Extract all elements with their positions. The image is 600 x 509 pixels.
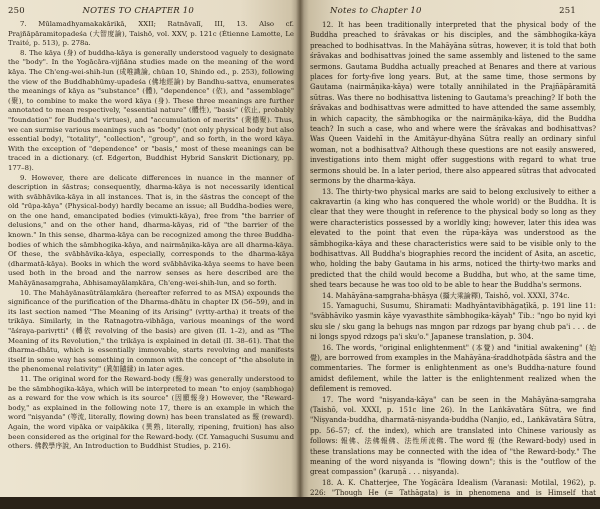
running-head-left: NOTES TO CHAPTER 10 <box>82 6 194 16</box>
note-12: 12. It has been traditionally interpreted that the physical body of the Buddha preached to śrāvakas or his disciples, and the sāmbhogika-kāya preached to bodhisattvas. In the Mahāyāna sūtras, however, it is told that both śrāvakas and bodhisattvas joined the same assembly and listened to the same sermons. Gautama Buddha actually preached at Benares and there at various places for forty-five long years. But, at the same time, those sermons by Gautama (nairmāṇika-kāya) were totally annihilated in the Prajñāpāramitā sūtras. Was there no bodhisattva listening to Gautama's preaching? If both the śrāvakas and bodhisattvas were admitted to have attended the same assembly, in which capacity, the sāmbhogika or the nairmāṇika-kāya, did the Buddha teach? In such a case, who and where were the śrāvakas and bodhisattvas? Was Queen Vaidehī in the Amitāyur-dhyāna Sūtra really an ordinary sinful woman, not a bodhisattva? Although these questions are not easily answered, investigations into them might offer suggestions with regard to what true sermons should be. In a later period, there also appeared sūtras that advocated sermons by the dharma-kāya. <box>310 20 596 186</box>
page-number-right: 251 <box>559 6 576 16</box>
right-page <box>300 0 600 508</box>
note-18: 18. A. K. Chatterjee, The Yogācāra Idealism (Varanasi: Motilal, 1962), p. 226: "Though He (= Tathāgata) is in phenomena and is Himself that phenomenon," <box>310 477 596 508</box>
note-14: 14. Mahāyāna-saṃgraha-bhāṣya (攝大乘論釋), Taishō, vol. XXXI, 374c. <box>322 290 570 300</box>
note-10: 10. The Mahāyānasūtrālaṃkāra (hereafter referred to as MSA) expounds the significance of the purification of the Dharma-dhātu in chapter IX (56–59), and in its last section named "The Meaning of its Arising" (vṛtty-artha) it treats of the trikāya. Similarly, in the Ratnagotra-vibhāga, various meanings of the word "āśraya-parivṛtti" (轉依 revolving of the basis) are given (II. 1–2), and as "The Meaning of its Revolution," the trikāya is explained in detail (II. 38–61). That the dharma-dhātu, which is essentially immovable, starts revolving and manifests itself in some way has something in common with the concept of "the absolute in the phenomenal relativity" (眞如隨縁) in later ages. <box>8 288 294 374</box>
note-17: 17. The word "niṣyanda-kāya" can be seen in the Mahāyāna-saṃgraha (Taishō, vol. XXXI, p. 151c line 26). In the Laṅkāvatāra Sūtra, we find "Niṣyanda-buddha, dharmatā-niṣyanda-buddha (Nanjio, ed., Laṅkāvatāra Sūtra, pp. 56–57; cf. the index), which are translated into Chinese variously as follows: 報佛、法佛報佛、法性所流佛. The word 報 (the Reward-body) used in these translations may be connected with the idea of "the Reward-body." The meaning of the word niṣyanda is "flowing down"; this is the "outflow of the great compassion" (karuṇā . . . niṣyanda). <box>310 394 596 477</box>
note-8: 8. The kāya (身) of buddha-kāya is generally understood vaguely to designate the "body". In the Yogācāra-vijñāna studies made on the meaning of the word kāya. The Ch'eng-wei-shih-lun (成唯識論, chüan 10, Shindo ed., p. 253), following the view of the Buddhabhūmy-upadeśa (佛地經論) by Bandhu-sattva, enumerates the meanings of kāya as "substance" (體), "dependence" (依), and "assemblage" (聚), to combine to make the word kāya (身). These three meanings are further annotated to mean respectively, "essential nature" (體性), "basis" (依止, probably "foundation" for Buddha's virtues), and "accumulation of merits" (衆德聚). Thus, we can surmise various meanings such as "body" (not only physical body but also essential body), "totality", "collection", "group", and so forth, in the word kāya. With the exception of "dependence" or "basis," most of these meanings can be traced in a dictionary. (cf. Edgerton, Buddhist Hybrid Sanskrit Dictionary, pp. 177–8). <box>8 48 294 172</box>
left-page-body <box>8 20 294 452</box>
note-13: 13. The thirty-two physical marks are said to belong exclusively to either a cakravartin (a king who has conquered the whole world) or the Buddha. It is clear that they were thought in reference to the physical body so long as they were characteristics possessed by a worldly king; however, later this idea was elevated to the point that even the rūpa-kāya was understood as the sāmbhogika-kāya and these characteristics were said to be visible only to the bodhisattvas. All Buddha's biographies record the incident of Asita, an ascetic, who, holding the baby Gautama in his arms, noticed the thirty-two marks and predicted that the child would become a Buddha, but who, at the same time, shed tears because he was too old to be able to hear the Buddha's sermons. <box>310 186 596 290</box>
left-page <box>0 0 300 497</box>
note-7: 7. Mūlamadhyamakakārikā, XXII; Ratnāvalī, III, 13. Also cf. Prajñāpāramitopadeśa (大智度論), Taishō, vol. XXV, p. 121c (Étienne Lamotte, Le Traité, p. 513), p. 278a. <box>8 20 294 48</box>
running-head-right: Notes to Chapter 10 <box>330 6 422 16</box>
note-15: 15. Yamaguchi, Susumu, Shiramati: Madhyāntavibhāgaṭīkā, p. 191 line 11: "svābhāviko yasmin kāye vyavasthite sāmbhogika-kāyaḥ" Tib.: "ngo bo nyid kyi sku sle / sku gang la behugs nas mngon par rdzogs par byang chub pa'i . . . de ni longs spyod rdzogs pa'i sku'o." Japanese translation, p. 304. <box>310 300 596 342</box>
right-page-header <box>310 6 596 16</box>
right-page-body <box>310 20 596 509</box>
left-page-header <box>8 6 294 16</box>
page-number-left: 250 <box>8 6 25 16</box>
note-16: 16. The words, "original enlightenment" (本覺) and "initial awakening" (始覺), are borrowed from examples in the Mahāyāna-śraddhotpāda śāstra and the commentaries. The former is enlightenment as one's Buddha-nature found amidst defilement, while the latter is the enlightenment realized when the defilement is removed. <box>310 342 596 394</box>
note-11: 11. The original word for the Reward-body (報身) was generally understood to be the sāmbhogika-kāya, which will be interpreted to mean "to enjoy (saṃbhoga) as a reward for the vow which is its source" (因願報身) However, the "Reward-body," as explained in the following note 17, there is an example in which the word "niṣyanda" (等流, literally, flowing down) has been translated as 報 (reward). Again, the word vipāka or vaipākika (異熟, literally, ripening, fruition) has also been considered as the original for the Reward-body. (Cf. Yamaguchi Susumu and others. 佛教學序說, An Introduction to Buddhist Studies, p. 216). <box>8 374 294 451</box>
note-9: 9. However, there are delicate differences in nuance in the manner of description in śāstras; consequently, dharma-kāya is not necessarily identical with svābhāvika-kāya in all instances. That is, in the śāstras the concept of the old "rūpa-kāya" (Physical-body) hardly became an issue; all Buddha-bodies were, on the one hand, emancipated bodies (vimukti-kāya), free from "the barrier of delusions," and on the other hand, dharma-kāyas, rid of "the barrier of the known." In this sense, dharma-kāya can be recognized among the three Buddha-bodies of which the sāmbhogika-kāya, and nairmāṇika-kāya are all dharma-kāya. Of these, the svābhāvika-kāya, especially, corresponds to the dharma-kāya (dharmatā-kāya). Books in which the word svābhāvika-kāya seems to have been used both in the broad and the narrow senses as here described are the Mahāyānasaṃgraha, Abhisamayālaṃkāra, Ch'eng-wei-shih-lun, and so forth. <box>8 173 294 288</box>
